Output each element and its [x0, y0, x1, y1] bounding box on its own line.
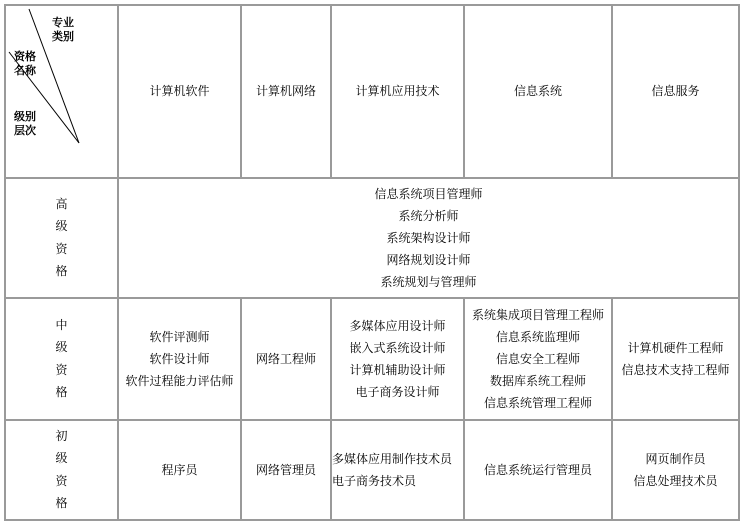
qualification-item: 信息系统运行管理员: [483, 462, 592, 477]
junior-software-cell: [118, 420, 241, 520]
level-char: 级: [55, 451, 68, 466]
corner-label-level-2: 层次: [14, 124, 36, 137]
row-intermediate: [5, 298, 739, 419]
intermediate-info-service-cell: [612, 298, 739, 419]
row-junior: [5, 420, 739, 520]
qualification-item: 系统架构设计师: [386, 230, 471, 245]
level-char: 格: [55, 385, 68, 400]
qualification-item: 电子商务技术员: [332, 473, 417, 488]
qualification-item: 嵌入式系统设计师: [349, 340, 446, 355]
header-row: [5, 5, 739, 178]
level-char: 级: [55, 340, 68, 355]
level-cell-junior: [5, 420, 118, 520]
corner-label-name-2: 名称: [14, 64, 36, 77]
qualification-item: 信息系统监理师: [495, 329, 580, 344]
qualification-item: 多媒体应用设计师: [349, 318, 446, 333]
qualification-item: 信息系统项目管理师: [374, 186, 483, 201]
senior-merged-cell: [118, 178, 739, 298]
qualification-item: 计算机辅助设计师: [349, 362, 446, 377]
col-header-info-system: 信息系统: [464, 5, 612, 178]
qualification-item: 电子商务设计师: [355, 384, 440, 399]
qualification-table: [4, 4, 740, 521]
qualification-item: 信息系统管理工程师: [483, 395, 592, 410]
level-char: 高: [55, 196, 68, 211]
corner-label-name-1: 资格: [14, 50, 36, 63]
level-char: 资: [55, 473, 68, 488]
junior-info-system-cell: [464, 420, 612, 520]
qualification-item: 系统集成项目管理工程师: [471, 307, 604, 322]
corner-label-level-1: 级别: [14, 110, 36, 123]
level-char: 资: [55, 241, 68, 256]
qualification-item: 网络管理员: [255, 462, 316, 477]
level-char: 中: [55, 317, 68, 332]
col-header-info-service: 信息服务: [612, 5, 739, 178]
qualification-item: 程序员: [161, 462, 198, 477]
intermediate-software-cell: [118, 298, 241, 419]
qualification-item: 系统规划与管理师: [380, 274, 477, 289]
level-char: 级: [55, 219, 68, 234]
col-header-network: 计算机网络: [241, 5, 331, 178]
level-char: 资: [55, 362, 68, 377]
junior-info-service-cell: [612, 420, 739, 520]
junior-application-cell: [331, 420, 464, 520]
qualification-item: 网络工程师: [255, 351, 316, 366]
qualification-item: 网络规划设计师: [386, 252, 471, 267]
qualification-item: 系统分析师: [398, 208, 459, 223]
corner-label-category-2: 类别: [52, 30, 74, 43]
qualification-item: 软件过程能力评估师: [125, 373, 234, 388]
qualification-item: 信息安全工程师: [495, 351, 580, 366]
col-header-application: 计算机应用技术: [331, 5, 464, 178]
qualification-item: 多媒体应用制作技术员: [332, 451, 453, 466]
intermediate-info-system-cell: [464, 298, 612, 419]
intermediate-application-cell: [331, 298, 464, 419]
row-senior: [5, 178, 739, 298]
qualification-item: 信息处理技术员: [633, 473, 718, 488]
qualification-item: 信息技术支持工程师: [621, 362, 730, 377]
qualification-item: 数据库系统工程师: [489, 373, 586, 388]
qualification-item: 计算机硬件工程师: [627, 340, 724, 355]
intermediate-network-cell: [241, 298, 331, 419]
level-cell-intermediate: [5, 298, 118, 419]
level-char: 初: [55, 428, 68, 443]
qualification-item: 软件设计师: [149, 351, 210, 366]
qualification-item: 网页制作员: [645, 451, 706, 466]
level-char: 格: [55, 264, 68, 279]
level-cell-senior: [5, 178, 118, 298]
junior-network-cell: [241, 420, 331, 520]
level-char: 格: [55, 496, 68, 511]
corner-header-cell: [5, 5, 118, 178]
qualification-item: 软件评测师: [149, 329, 210, 344]
corner-label-category-1: 专业: [52, 16, 74, 29]
col-header-software: 计算机软件: [118, 5, 241, 178]
